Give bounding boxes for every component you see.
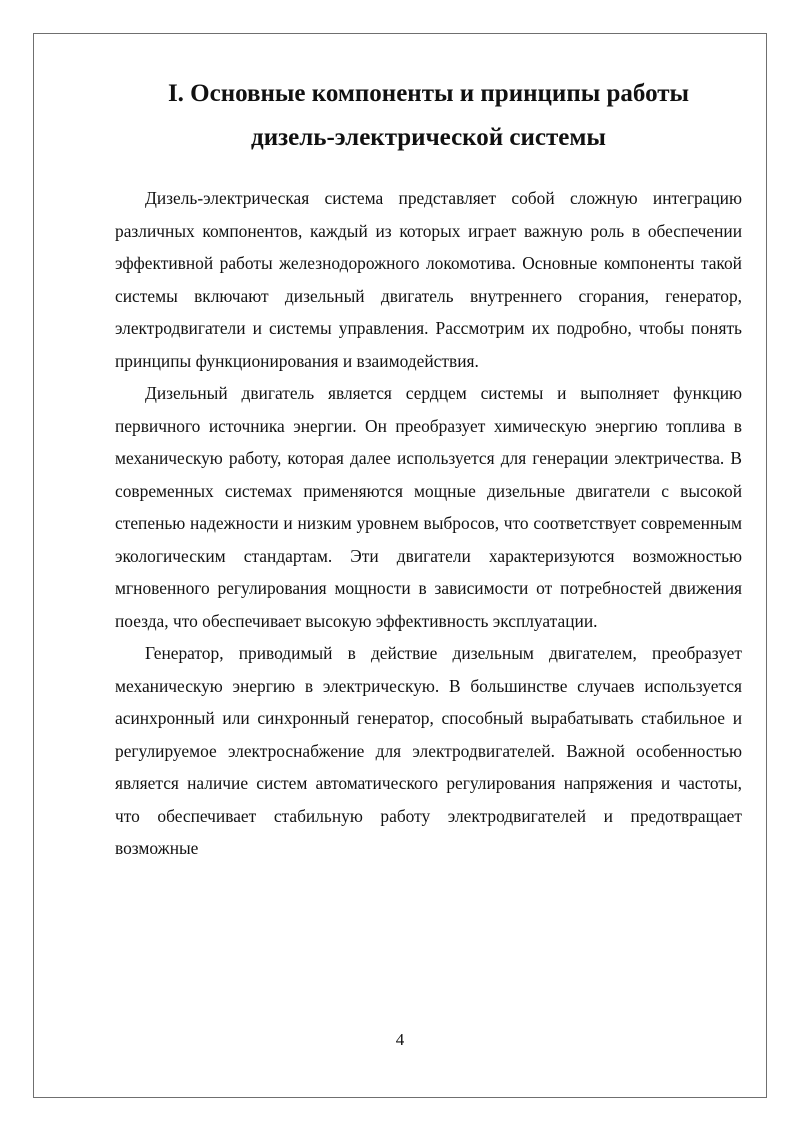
page-number: 4: [395, 1030, 405, 1049]
section-heading-line-2: дизель-электрической системы: [251, 124, 606, 151]
section-heading-line-1: I. Основные компоненты и принципы работы: [167, 80, 690, 107]
paragraph-generator: Генератор, приводимый в действие дизельным двигателем, преобразует механическую энергию в электрическую. В большинстве случаев используется асинхронный или синхронный генератор, способный вырабатывать стабильное и регулируемое электроснабжение для электродвигателей. Важной особенностью является наличие систем автоматического регулирования напряжения и частоты, что обеспечивает стабильную работу электродвигателей и предотвращает возможные: [115, 643, 742, 858]
section-heading: [115, 72, 742, 160]
paragraph-diesel-engine: Дизельный двигатель является сердцем системы и выполняет функцию первичного источника энергии. Он преобразует химическую энергию топлива в механическую работу, которая далее используется для генерации электричества. В современных системах применяются мощные дизельные двигатели с высокой степенью надежности и низким уровнем выбросов, что соответствует современным экологическим стандартам. Эти двигатели характеризуются возможностью мгновенного регулирования мощности в зависимости от потребностей движения поезда, что обеспечивает высокую эффективность эксплуатации.: [115, 383, 742, 631]
paragraph-intro: Дизель-электрическая система представляет собой сложную интеграцию различных компонентов, каждый из которых играет важную роль в обеспечении эффективной работы железнодорожного локомотива. Основные компоненты такой системы включают дизельный двигатель внутреннего сгорания, генератор, электродвигатели и системы управления. Рассмотрим их подробно, чтобы понять принципы функционирования и взаимодействия.: [115, 188, 742, 371]
page-content: [115, 72, 742, 865]
